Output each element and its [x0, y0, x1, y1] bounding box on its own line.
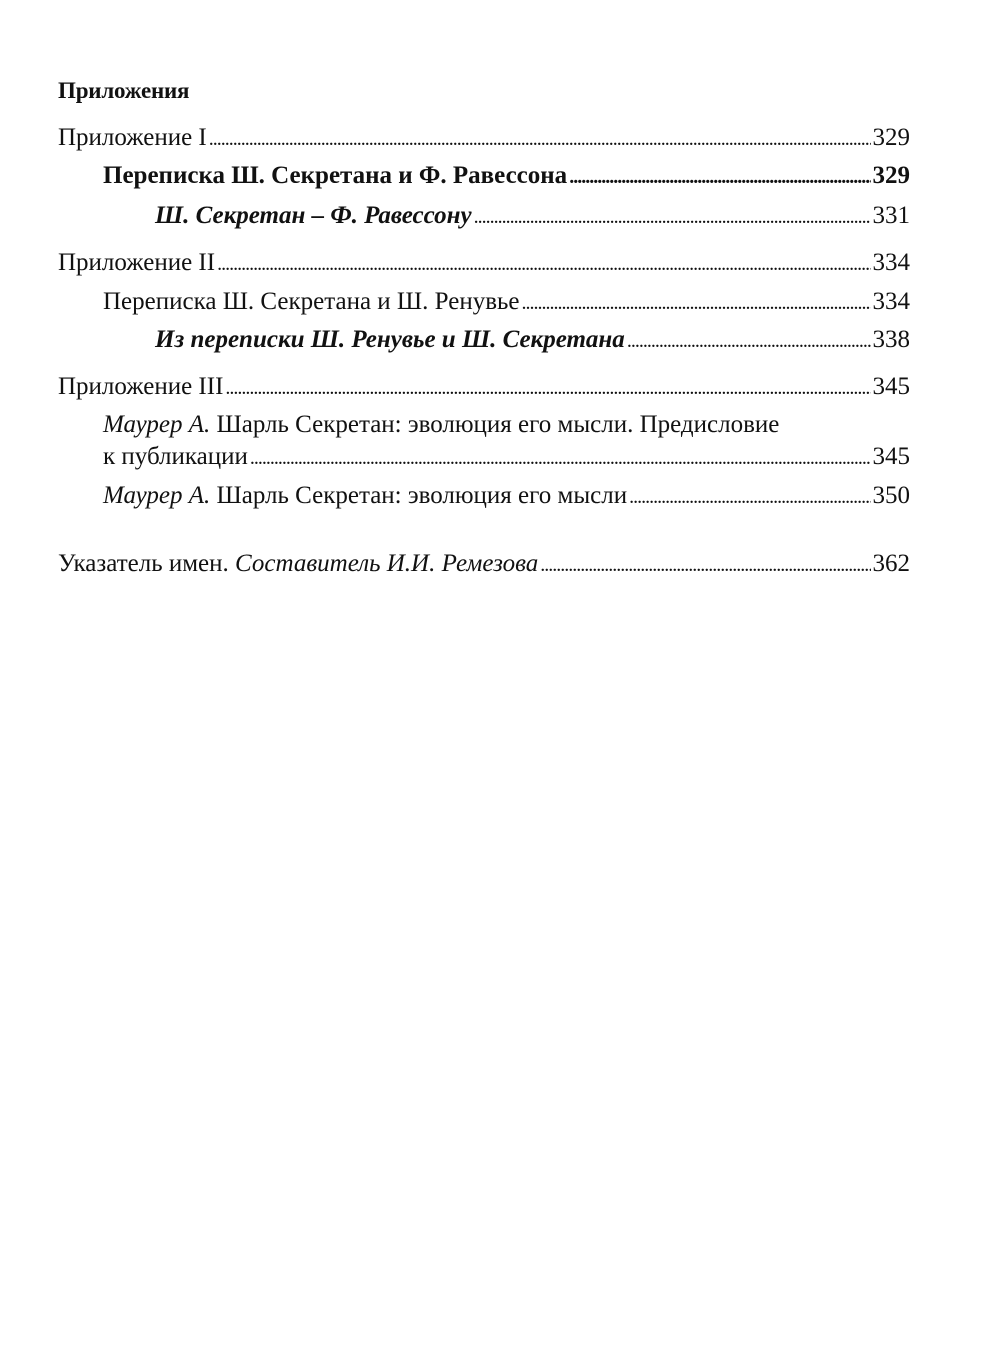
toc-entry-author: Маурер А.: [103, 411, 211, 438]
toc-entry-name-index[interactable]: [58, 548, 910, 581]
toc-entry-title: Приложение III: [58, 373, 224, 400]
toc-entry-page: 329: [872, 124, 910, 151]
toc-entry-title: Ш. Секретан – Ф. Равессону: [155, 202, 472, 229]
toc-entry-page: 362: [872, 550, 910, 577]
toc-entry-page: 331: [872, 202, 910, 229]
dot-leader: [250, 441, 871, 474]
toc-entry-page: 334: [872, 288, 910, 315]
toc-entry-page: 329: [872, 162, 910, 189]
toc-entry-compiler: Составитель И.И. Ремезова: [235, 550, 539, 577]
toc-entry-page: 345: [872, 443, 910, 470]
dot-leader: [627, 324, 871, 357]
dot-leader: [540, 548, 870, 581]
dot-leader: [569, 160, 870, 193]
toc-entry-page: 345: [872, 373, 910, 400]
toc-entry-title: Указатель имен.: [58, 550, 236, 577]
toc-entry-title: Из переписки Ш. Ренувье и Ш. Секретана: [155, 326, 625, 353]
toc-entry-author: Маурер А.: [103, 482, 211, 509]
toc-entry-title: Переписка Ш. Секретана и Ф. Равессона: [103, 162, 568, 189]
dot-leader: [225, 371, 870, 404]
dot-leader: [474, 200, 871, 233]
toc-entry-first-line: [103, 409, 910, 441]
toc-entry-title-continued: к публикации: [103, 443, 248, 470]
section-heading: Приложения: [58, 78, 190, 103]
toc-entry-correspondence-renouvier[interactable]: [103, 286, 910, 319]
toc-entry-appendix-1[interactable]: [58, 122, 910, 155]
toc-entry-page: 334: [872, 249, 910, 276]
toc-entry-title-group: [103, 480, 627, 512]
toc-entry-appendix-2[interactable]: [58, 247, 910, 280]
dot-leader: [217, 247, 870, 280]
toc-entry-appendix-3[interactable]: [58, 371, 910, 404]
toc-entry-title-group: [58, 548, 538, 580]
toc-entry-page: 350: [872, 482, 910, 509]
toc-entry-correspondence-ravaisson[interactable]: [103, 160, 910, 193]
toc-entry-page: 338: [872, 326, 910, 353]
toc-entry-title: Шарль Секретан: эволюция его мысли. Предисловие: [210, 411, 780, 438]
toc-entry-title: Приложение II: [58, 249, 216, 276]
dot-leader: [522, 286, 871, 319]
toc-entry-second-line: [103, 441, 910, 474]
toc-entry-title: Переписка Ш. Секретана и Ш. Ренувье: [103, 288, 520, 315]
dot-leader: [629, 480, 870, 513]
toc-entry-maurer-preface[interactable]: [103, 409, 910, 474]
toc-entry-letter-ravaisson[interactable]: [155, 200, 910, 233]
toc-entry-letters-renouvier[interactable]: [155, 324, 910, 357]
toc-entry-maurer-article[interactable]: [103, 480, 910, 513]
toc-entry-title: Шарль Секретан: эволюция его мысли: [210, 482, 628, 509]
dot-leader: [209, 122, 871, 155]
toc-entry-title: Приложение I: [58, 124, 207, 151]
